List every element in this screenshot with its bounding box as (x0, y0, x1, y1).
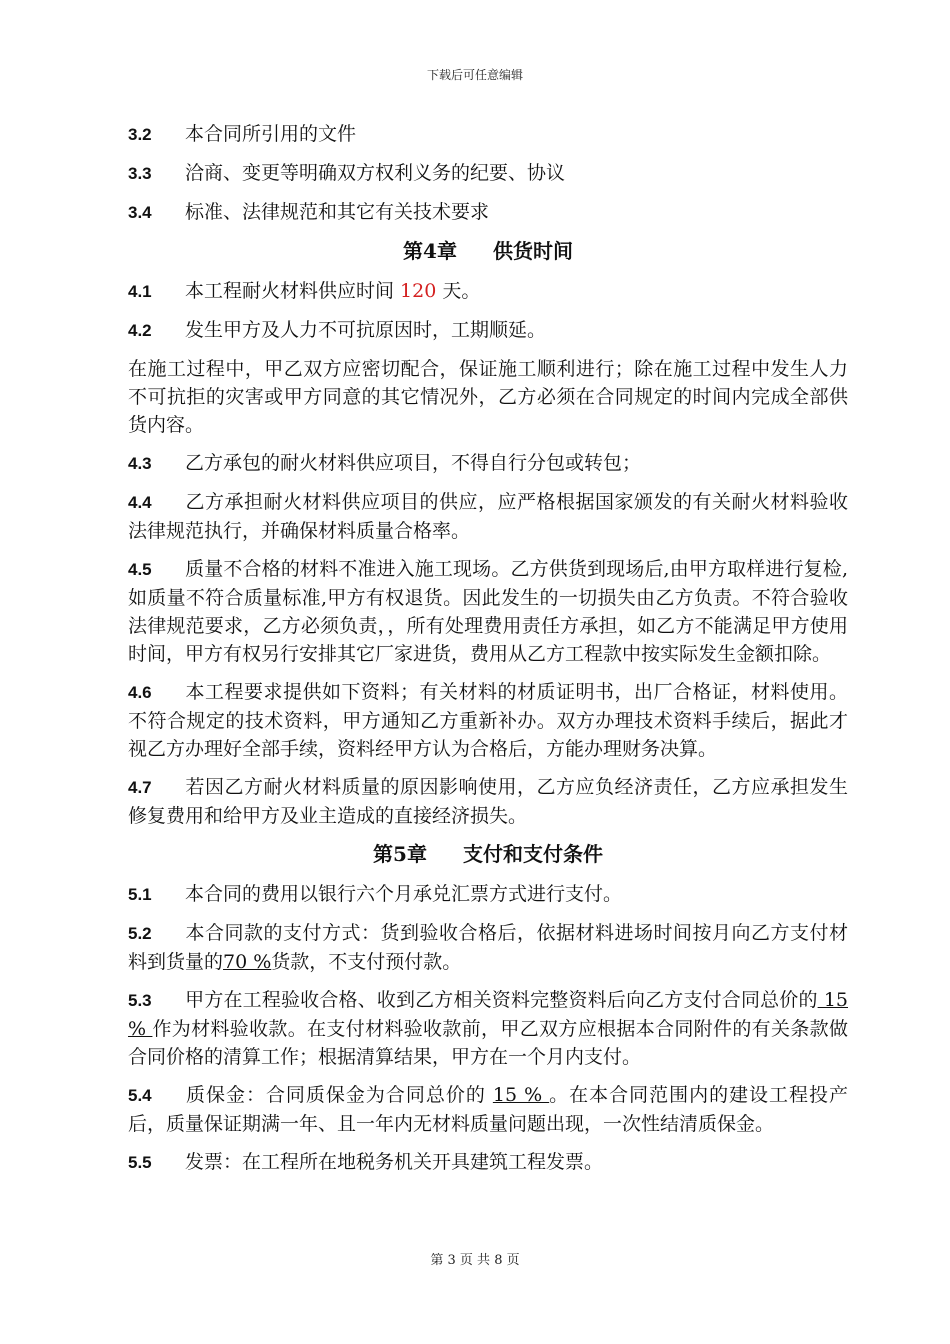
clause-5-3 (128, 986, 848, 1071)
clause-text: 甲方在工程验收合格、收到乙方相关资料完整资料后向乙方支付合同总价的 (185, 989, 818, 1011)
clause-text: 天。 (436, 280, 481, 302)
clause-number: 4.3 (128, 454, 152, 473)
chapter-5-heading (128, 840, 848, 868)
chapter-4-heading (128, 237, 848, 265)
clause-text: 发票：在工程所在地税务机关开具建筑工程发票。 (185, 1151, 604, 1173)
clause-number: 5.4 (128, 1086, 152, 1105)
clause-4-2-paragraph: 在施工过程中，甲乙双方应密切配合，保证施工顺利进行；除在施工过程中发生人力不可抗拒的灾害或甲方同意的其它情况外，乙方必须在合同规定的时间内完成全部供货内容。 (128, 358, 848, 436)
clause-text: 本合同的费用以银行六个月承兑汇票方式进行支付。 (185, 883, 623, 905)
document-body (128, 120, 848, 1187)
clause-number: 3.3 (128, 164, 152, 183)
clause-text: 本工程耐火材料供应时间 (185, 280, 401, 302)
clause-4-2 (128, 316, 848, 345)
clause-number: 4.1 (128, 282, 152, 301)
clause-text: 本工程要求提供如下资料；有关材料的材质证明书，出厂合格证，材料使用。不符合规定的技术资料，甲方通知乙方重新补办。双方办理技术资料手续后，据此才视乙方办理好全部手续，资料经甲方认为合格后，方能办理财务决算。 (128, 681, 848, 760)
chapter-label: 第5章 (373, 842, 427, 866)
clause-text: 标准、法律规范和其它有关技术要求 (185, 201, 490, 223)
clause-number: 5.5 (128, 1153, 152, 1172)
clause-4-3 (128, 449, 848, 478)
clause-text: 乙方承担耐火材料供应项目的供应，应严格根据国家颁发的有关耐火材料验收法律规范执行，并确保材料质量合格率。 (128, 491, 848, 542)
page-footer: 第 3 页 共 8 页 (430, 1253, 520, 1268)
clause-text: 作为材料验收款。在支付材料验收款前，甲乙双方应根据本合同附件的有关条款做合同价格的清算工作；根据清算结果，甲方在一个月内支付。 (128, 1018, 848, 1068)
supply-days-value: 120 (400, 280, 437, 302)
clause-number: 4.7 (128, 778, 152, 797)
clause-text: 乙方承包的耐火材料供应项目，不得自行分包或转包； (185, 452, 642, 474)
chapter-title: 供货时间 (492, 239, 573, 263)
clause-number: 4.5 (128, 560, 152, 579)
clause-text: 发生甲方及人力不可抗原因时，工期顺延。 (185, 319, 547, 341)
clause-number: 3.4 (128, 203, 152, 222)
clause-3-4 (128, 198, 848, 227)
clause-5-1 (128, 880, 848, 909)
clause-number: 5.3 (128, 991, 152, 1010)
clause-5-5 (128, 1148, 848, 1177)
clause-3-3 (128, 159, 848, 188)
acceptance-percent-value: 15 % (128, 989, 848, 1040)
clause-text: 。在本合同范围内的建设工程投产后，质量保证期满一年、且一年内无材料质量问题出现，一次性结清质保金。 (128, 1084, 848, 1135)
clause-4-7 (128, 773, 848, 830)
clause-number: 3.2 (128, 125, 152, 144)
clause-text: 本合同所引用的文件 (185, 123, 357, 145)
clause-text: 质保金：合同质保金为合同总价的 (185, 1084, 493, 1106)
clause-text: 货款，不支付预付款。 (271, 951, 462, 973)
payment-percent-value: 70 % (223, 951, 272, 973)
clause-number: 4.6 (128, 683, 152, 702)
clause-text: 洽商、变更等明确双方权利义务的纪要、协议 (185, 162, 566, 184)
clause-5-4 (128, 1081, 848, 1138)
clause-4-5 (128, 555, 848, 668)
clause-4-6 (128, 678, 848, 763)
page-header: 下载后可任意编辑 (426, 68, 523, 82)
clause-text: 质量不合格的材料不准进入施工现场。乙方供货到现场后,由甲方取样进行复检,如质量不符合质量标准,甲方有权退货。因此发生的一切损失由乙方负责。不符合验收法律规范要求，乙方必须负责，，所有处理费用责任方承担，如乙方不能满足甲方使用时间，甲方有权另行安排其它厂家进货，费用从乙方工程款中按实际发生金额扣除。 (128, 558, 848, 665)
clause-text: 若因乙方耐火材料质量的原因影响使用，乙方应负经济责任，乙方应承担发生修复费用和给甲方及业主造成的直接经济损失。 (128, 776, 848, 827)
clause-number: 5.2 (128, 924, 152, 943)
clause-4-1 (128, 277, 848, 306)
clause-number: 4.2 (128, 321, 152, 340)
clause-number: 5.1 (128, 885, 152, 904)
chapter-title: 支付和支付条件 (462, 842, 603, 866)
chapter-label: 第4章 (403, 239, 457, 263)
clause-text: 本合同款的支付方式：货到验收合格后，依据材料进场时间按月向乙方支付材料到货量的 (128, 922, 848, 973)
clause-4-4 (128, 488, 848, 545)
clause-3-2 (128, 120, 848, 149)
clause-5-2 (128, 919, 848, 976)
clause-number: 4.4 (128, 493, 152, 512)
warranty-percent-value: 15 % (492, 1084, 550, 1106)
